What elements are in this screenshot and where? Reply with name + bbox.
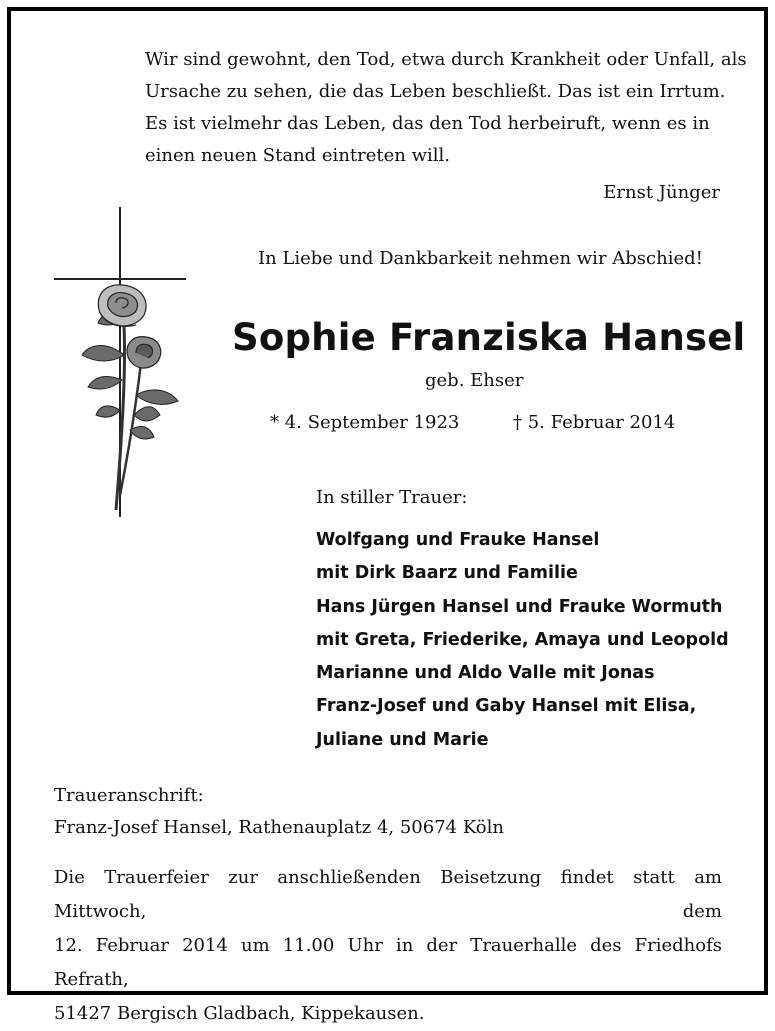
quote-line: einen neuen Stand eintreten will. bbox=[145, 145, 450, 166]
deceased-name: Sophie Franziska Hansel bbox=[232, 316, 746, 359]
quote-line: Wir sind gewohnt, den Tod, etwa durch Krankheit oder Unfall, als bbox=[145, 49, 747, 70]
mourner-line: Franz-Josef und Gaby Hansel mit Elisa, bbox=[316, 696, 697, 717]
mourner-line: mit Dirk Baarz und Familie bbox=[316, 563, 578, 584]
quote-line: Es ist vielmehr das Leben, das den Tod herbeiruft, wenn es in bbox=[145, 113, 710, 134]
address-value: Franz-Josef Hansel, Rathenauplatz 4, 50674 Köln bbox=[54, 817, 504, 838]
service-info bbox=[54, 861, 722, 1031]
mourners-list bbox=[316, 524, 729, 757]
mourner-line: Wolfgang und Frauke Hansel bbox=[316, 530, 600, 550]
address-label: Traueranschrift: bbox=[54, 785, 204, 806]
death-date: † 5. Februar 2014 bbox=[513, 412, 676, 433]
mourner-line: Juliane und Marie bbox=[316, 729, 489, 750]
quote-line: Ursache zu sehen, die das Leben beschließt. Das ist ein Irrtum. bbox=[145, 81, 726, 102]
birth-date: * 4. September 1923 bbox=[270, 412, 460, 433]
mourning-heading: In stiller Trauer: bbox=[316, 487, 468, 508]
mourner-line: mit Greta, Friederike, Amaya und Leopold bbox=[316, 629, 729, 650]
service-line: Die Trauerfeier zur anschließenden Beisetzung findet statt am Mittwoch, dem bbox=[54, 867, 722, 922]
farewell-line: In Liebe und Dankbarkeit nehmen wir Abschied! bbox=[258, 248, 703, 269]
mourner-line: Hans Jürgen Hansel und Frauke Wormuth bbox=[316, 596, 723, 617]
birth-name: geb. Ehser bbox=[425, 370, 524, 391]
quote-author: Ernst Jünger bbox=[603, 182, 720, 203]
quote bbox=[145, 44, 747, 172]
service-line: 51427 Bergisch Gladbach, Kippekausen. bbox=[54, 1003, 425, 1024]
mourner-line: Marianne und Aldo Valle mit Jonas bbox=[316, 663, 655, 684]
service-line: 12. Februar 2014 um 11.00 Uhr in der Trauerhalle des Friedhofs Refrath, bbox=[54, 935, 722, 990]
cross-rose-icon bbox=[50, 205, 190, 520]
